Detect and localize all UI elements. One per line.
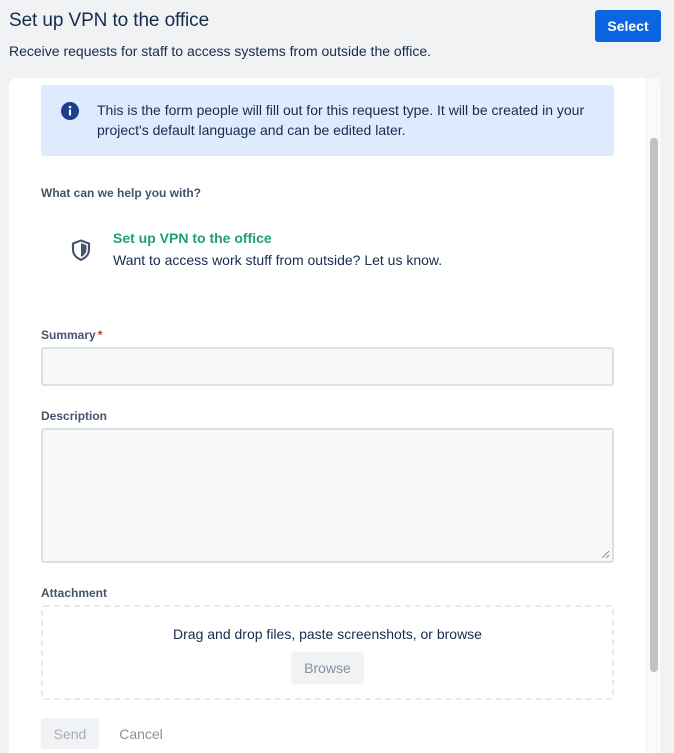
browse-button[interactable]: Browse — [291, 652, 364, 684]
info-icon — [61, 102, 79, 120]
resize-handle-icon[interactable] — [601, 550, 610, 559]
dropzone-text: Drag and drop files, paste screenshots, or browse — [173, 626, 482, 642]
info-banner-text: This is the form people will fill out for this request type. It will be created in your project's default language and can be edited later. — [97, 102, 585, 138]
description-textarea[interactable] — [41, 428, 614, 563]
attachment-label: Attachment — [41, 586, 108, 600]
cancel-button[interactable]: Cancel — [107, 718, 175, 749]
page-subtitle: Receive requests for staff to access systems from outside the office. — [9, 43, 432, 59]
summary-label — [41, 328, 102, 342]
help-question-label: What can we help you with? — [41, 186, 202, 200]
shield-icon — [69, 238, 93, 262]
request-type-title: Set up VPN to the office — [113, 230, 272, 246]
required-asterisk: * — [97, 328, 103, 342]
select-button[interactable]: Select — [595, 10, 661, 42]
info-banner — [41, 85, 614, 156]
scrollbar-thumb[interactable] — [650, 138, 658, 672]
request-type-description: Want to access work stuff from outside? Let us know. — [113, 252, 443, 268]
summary-label-text: Summary — [41, 328, 96, 342]
attachment-dropzone[interactable] — [41, 605, 614, 700]
page-title: Set up VPN to the office — [9, 10, 210, 31]
send-button[interactable]: Send — [41, 718, 99, 749]
description-label: Description — [41, 409, 108, 423]
form-preview-panel — [9, 78, 660, 753]
summary-input[interactable] — [41, 347, 614, 386]
